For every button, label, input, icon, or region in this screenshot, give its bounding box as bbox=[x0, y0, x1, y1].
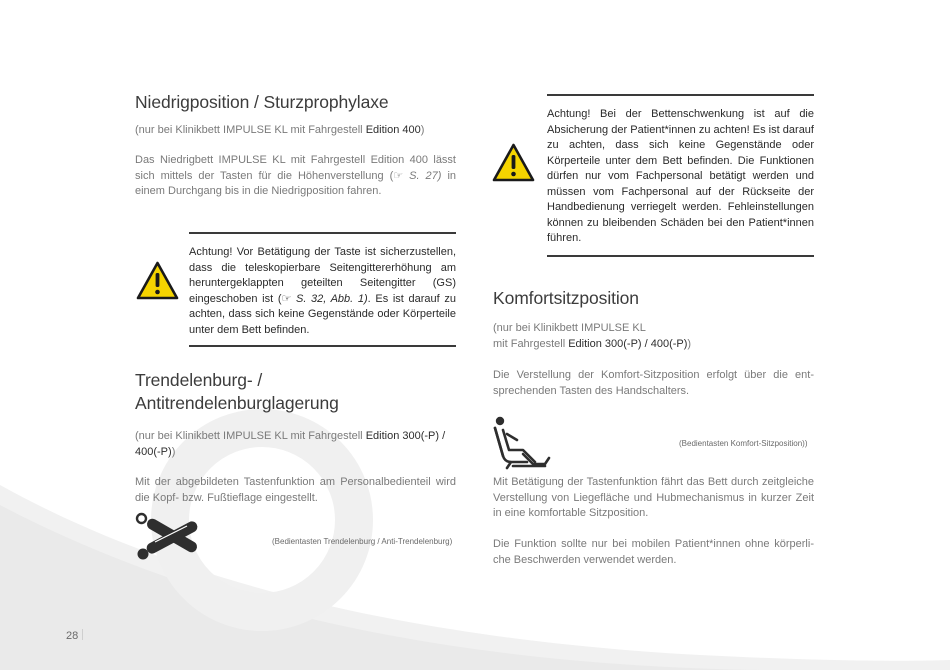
warning-triangle-icon bbox=[491, 142, 536, 184]
comfort-seat-person-icon bbox=[493, 414, 551, 472]
section-note-trendelenburg: (nur bei Klinikbett IMPULSE KL mit Fahrgestell Edition 300(-P) / 400(-P)) bbox=[135, 430, 446, 458]
section-note-niedrigposition: (nur bei Klinikbett IMPULSE KL mit Fahrgestell Edition 400) bbox=[135, 124, 425, 136]
section-note-komfortsitzposition: (nur bei Klinikbett IMPULSE KL mit Fahrgestell Edition 300(-P) / 400(-P)) bbox=[493, 322, 692, 350]
section-body-niedrigposition: Das Niedrigbett IMPULSE KL mit Fahrgestell Edition 400 lässt sich mittels der Tasten für die Höhenverstellung (☞ S. 27) in einem Durchgang bis in die Niedrigposition fahren. bbox=[135, 154, 457, 197]
warning-box-niedrigposition bbox=[189, 232, 456, 347]
section-body-komfortsitzposition-3: Die Funktion sollte nur bei mobilen Patient*innen ohne körperliche Beschwerden verwendet werden. bbox=[493, 538, 814, 566]
caption-komfortsitzposition: (Bedientasten Komfort-Sitzposition)) bbox=[679, 439, 808, 448]
warning-triangle-icon bbox=[135, 260, 180, 302]
trendelenburg-bed-icon bbox=[135, 512, 203, 562]
section-body-komfortsitzposition-2: Mit Betätigung der Tastenfunktion fährt das Bett durch zeitgleiche Verstellung von Liegefläche und Hubmechanismus in kurzer Zeit in eine komfortable Sitzposition. bbox=[493, 476, 814, 519]
page-number-divider bbox=[82, 629, 83, 640]
section-title-komfortsitzposition: Komfortsitzposition bbox=[493, 288, 639, 308]
section-title-niedrigposition: Niedrigposition / Sturzprophylaxe bbox=[135, 92, 389, 112]
warning-text: Achtung! Bei der Bettenschwenkung ist auf die Absicherung der Patient*innen zu achten! Es ist darauf zu achten, dass sich keine Gegenstände oder Körperteile unter dem Bett befinden. Die Funktionen dürfen nur vom Fachpersonal betätigt werden und müssen vom Fachpersonal auf der Rückseite der Handbedienung verriegelt werden. Fehleinstellungen können zu bleibenden Schäden bei den Patient*innen führen. bbox=[547, 108, 814, 244]
section-title-trendelenburg: Trendelenburg- / Antitrendelenburglagerung bbox=[135, 370, 339, 413]
page-reference: ☞ S. 32, Abb. 1) bbox=[281, 292, 368, 305]
page-number: 28 bbox=[66, 629, 83, 642]
page-reference: ☞ S. 27) bbox=[393, 169, 442, 182]
section-body-komfortsitzposition-1: Die Verstellung der Komfort-Sitzposition erfolgt über die entsprechenden Tasten des Handschalters. bbox=[493, 369, 814, 397]
warning-box-schwenkung bbox=[547, 94, 814, 257]
section-body-trendelenburg: Mit der abgebildeten Tastenfunktion am Personalbedienteil wird die Kopf- bzw. Fußtieflage eingestellt. bbox=[135, 476, 456, 504]
caption-trendelenburg: (Bedientasten Trendelenburg / Anti-Trendelenburg) bbox=[272, 537, 453, 546]
warning-text: Achtung! Vor Betätigung der Taste ist sicherzustellen, dass die teleskopierbare Seitengittererhöhung am heruntergeklappten geteilten Seitengitter (GS) eingeschoben ist (☞ S. 32, Abb. 1). Es ist darauf zu achten, dass sich keine Gegenstände oder Körperteile unter dem Bett befinden. bbox=[189, 246, 456, 336]
